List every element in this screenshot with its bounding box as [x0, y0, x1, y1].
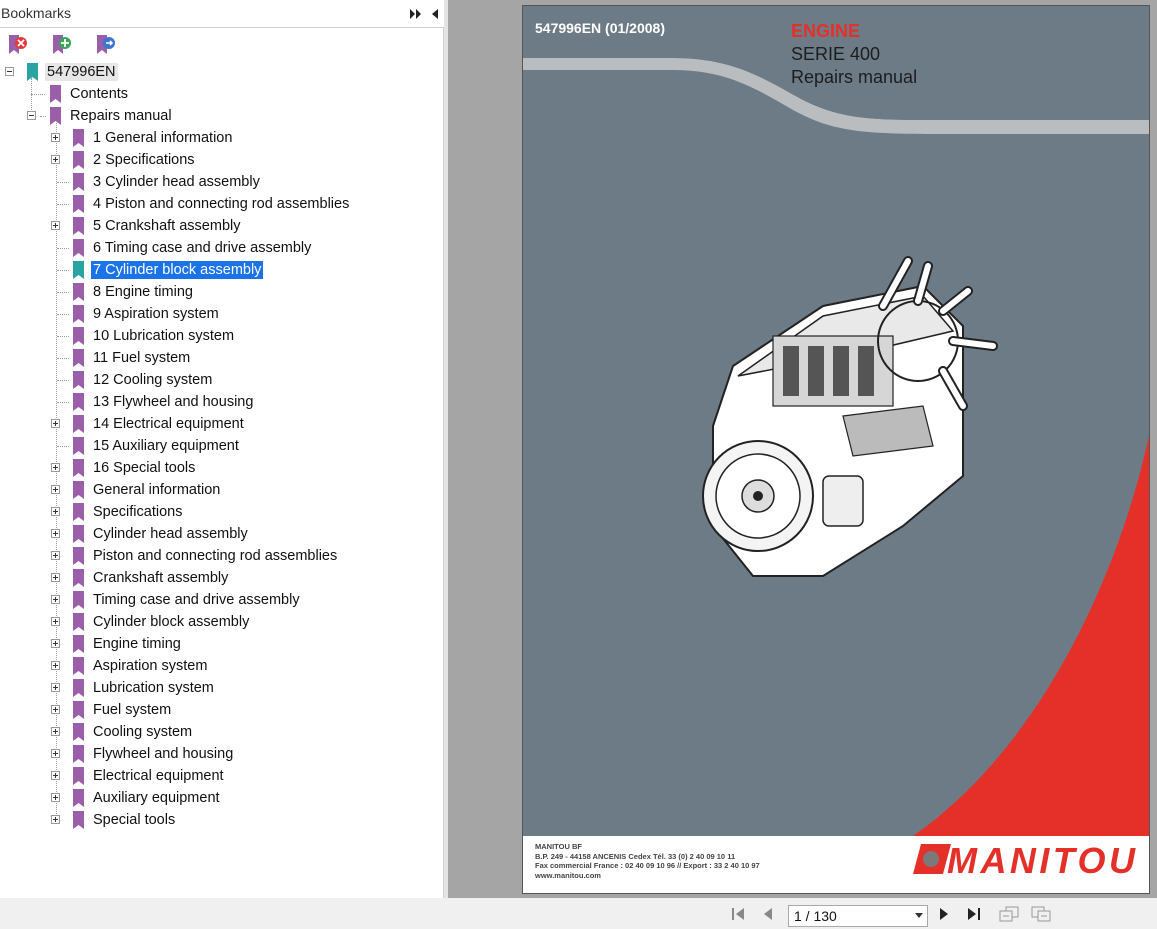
- expand-node-icon[interactable]: [51, 705, 60, 714]
- bookmark-label: Engine timing: [93, 636, 181, 652]
- bookmark-icon: [73, 349, 84, 367]
- bookmark-label: Flywheel and housing: [93, 746, 234, 762]
- tree-item[interactable]: [0, 435, 444, 457]
- bookmark-label: Timing case and drive assembly: [93, 592, 300, 608]
- tree-item[interactable]: [0, 347, 444, 369]
- next-page-icon[interactable]: [934, 905, 954, 923]
- logo-text: MANITOU: [947, 840, 1135, 878]
- bookmark-icon: [73, 789, 84, 807]
- tree-item[interactable]: [0, 699, 444, 721]
- tree-item[interactable]: [0, 721, 444, 743]
- expand-node-icon[interactable]: [51, 507, 60, 516]
- tree-item[interactable]: [0, 765, 444, 787]
- tree-item[interactable]: [0, 369, 444, 391]
- page-footer: [523, 836, 1150, 894]
- expand-node-icon[interactable]: [51, 595, 60, 604]
- expand-node-icon[interactable]: [51, 617, 60, 626]
- bookmark-label: Contents: [70, 86, 129, 102]
- tree-item[interactable]: [0, 281, 444, 303]
- bookmark-label: 4 Piston and connecting rod assemblies: [93, 196, 350, 212]
- page-number-field[interactable]: 1 / 130: [788, 905, 928, 927]
- footer-address-line: B.P. 249 - 44158 ANCENIS Cedex Tél. 33 (0) 2 40 09 10 11: [535, 851, 736, 861]
- tree-item[interactable]: [0, 303, 444, 325]
- last-page-icon[interactable]: [964, 905, 984, 923]
- bookmark-icon: [73, 811, 84, 829]
- bookmark-label: Cooling system: [93, 724, 193, 740]
- delete-bookmark-icon[interactable]: [6, 33, 28, 57]
- tree-item[interactable]: [0, 259, 444, 281]
- next-view-icon[interactable]: [1030, 905, 1052, 923]
- first-page-icon[interactable]: [729, 905, 749, 923]
- add-bookmark-icon[interactable]: [50, 33, 72, 57]
- tree-item[interactable]: [0, 523, 444, 545]
- bookmark-label: Special tools: [93, 812, 176, 828]
- bookmark-icon: [73, 371, 84, 389]
- footer-address: [535, 842, 760, 880]
- bookmark-icon: [73, 459, 84, 477]
- panel-header: [0, 0, 444, 28]
- bookmark-label: General information: [93, 482, 221, 498]
- bookmark-icon: [73, 635, 84, 653]
- bookmark-icon: [73, 701, 84, 719]
- cover-graphics: [523, 6, 1150, 894]
- bookmark-icon: [73, 393, 84, 411]
- tree-item[interactable]: [0, 787, 444, 809]
- bookmark-label: Repairs manual: [70, 108, 172, 124]
- bookmark-icon: [73, 723, 84, 741]
- bookmark-icon: [73, 173, 84, 191]
- bookmark-icon: [50, 107, 61, 125]
- bookmark-label: 15 Auxiliary equipment: [93, 438, 239, 454]
- bookmark-label: Lubrication system: [93, 680, 214, 696]
- bookmark-label: 9 Aspiration system: [93, 306, 219, 322]
- bookmark-label: Specifications: [93, 504, 183, 520]
- footer-web: www.manitou.com: [535, 870, 601, 880]
- tree-item[interactable]: [0, 677, 444, 699]
- tree-item[interactable]: [0, 127, 444, 149]
- tree-item[interactable]: [0, 237, 444, 259]
- bookmark-icon: [73, 217, 84, 235]
- bookmark-toolbar: [0, 30, 444, 60]
- tree-item-contents[interactable]: [0, 83, 444, 105]
- expand-node-icon[interactable]: [51, 771, 60, 780]
- bookmark-icon: [73, 481, 84, 499]
- tree-item[interactable]: [0, 589, 444, 611]
- expand-node-icon[interactable]: [51, 749, 60, 758]
- tree-item[interactable]: [0, 545, 444, 567]
- expand-panel-icon[interactable]: [409, 7, 423, 21]
- bookmark-icon: [73, 503, 84, 521]
- bookmark-icon: [73, 305, 84, 323]
- chevron-down-icon[interactable]: [915, 913, 923, 918]
- bookmark-icon: [73, 569, 84, 587]
- bookmark-label: 12 Cooling system: [93, 372, 213, 388]
- bookmark-label: Auxiliary equipment: [93, 790, 220, 806]
- previous-view-icon[interactable]: [998, 905, 1020, 923]
- expand-node-icon[interactable]: [51, 133, 60, 142]
- panel-title: Bookmarks: [1, 5, 72, 21]
- expand-node-icon[interactable]: [51, 463, 60, 472]
- expand-node-icon[interactable]: [51, 155, 60, 164]
- collapse-panel-icon[interactable]: [428, 7, 440, 21]
- navigation-bar: [0, 898, 1157, 929]
- bookmark-icon: [73, 437, 84, 455]
- document-subtitle: Repairs manual: [791, 67, 918, 87]
- bookmark-label: Cylinder head assembly: [93, 526, 248, 542]
- bookmark-icon: [27, 63, 38, 81]
- expand-node-icon[interactable]: [51, 551, 60, 560]
- tree-item[interactable]: [0, 193, 444, 215]
- bookmark-icon: [73, 151, 84, 169]
- tree-item[interactable]: [0, 633, 444, 655]
- bookmark-icon: [73, 745, 84, 763]
- bookmark-icon: [73, 195, 84, 213]
- expand-node-icon[interactable]: [51, 661, 60, 670]
- bookmark-label: 7 Cylinder block assembly: [93, 262, 262, 278]
- tree-item[interactable]: [0, 809, 444, 831]
- bookmark-icon: [73, 129, 84, 147]
- tree-item[interactable]: [0, 611, 444, 633]
- expand-node-icon[interactable]: [51, 485, 60, 494]
- tree-root[interactable]: [0, 61, 444, 83]
- bookmark-label: 10 Lubrication system: [93, 328, 235, 344]
- bookmark-icon: [73, 591, 84, 609]
- bookmark-icon: [73, 327, 84, 345]
- bookmark-label: 13 Flywheel and housing: [93, 394, 254, 410]
- bookmark-label: 11 Fuel system: [93, 350, 191, 366]
- bookmark-icon: [73, 283, 84, 301]
- bookmark-label: Aspiration system: [93, 658, 208, 674]
- bookmark-label: 8 Engine timing: [93, 284, 193, 300]
- bookmark-label: Fuel system: [93, 702, 172, 718]
- expand-node-icon[interactable]: [51, 683, 60, 692]
- bookmark-label: 5 Crankshaft assembly: [93, 218, 241, 234]
- tree-item[interactable]: [0, 567, 444, 589]
- bookmark-icon: [50, 85, 61, 103]
- bookmarks-panel: [0, 0, 444, 898]
- bookmark-label: 16 Special tools: [93, 460, 196, 476]
- expand-node-icon[interactable]: [51, 529, 60, 538]
- previous-page-icon[interactable]: [759, 905, 779, 923]
- expand-node-icon[interactable]: [51, 727, 60, 736]
- footer-fax: Fax commercial France : 02 40 09 10 96 // Export : 33 2 40 10 97: [535, 861, 760, 870]
- expand-node-icon[interactable]: [51, 793, 60, 802]
- expand-node-icon[interactable]: [51, 221, 60, 230]
- tree-item-repairs-manual[interactable]: [0, 105, 444, 127]
- collapse-node-icon[interactable]: [27, 111, 36, 120]
- tree-item[interactable]: [0, 655, 444, 677]
- bookmark-label: 3 Cylinder head assembly: [93, 174, 260, 190]
- bookmark-icon: [73, 657, 84, 675]
- bookmark-icon: [73, 415, 84, 433]
- tree-item[interactable]: [0, 479, 444, 501]
- tree-item[interactable]: [0, 325, 444, 347]
- document-series: SERIE 400: [791, 44, 881, 64]
- bookmark-icon: [73, 547, 84, 565]
- tree-item[interactable]: [0, 171, 444, 193]
- expand-node-icon[interactable]: [51, 573, 60, 582]
- document-title: ENGINE: [791, 21, 861, 41]
- tree-item[interactable]: [0, 391, 444, 413]
- bookmark-label: 2 Specifications: [93, 152, 195, 168]
- tree-item[interactable]: [0, 413, 444, 435]
- bookmark-properties-icon[interactable]: [94, 33, 116, 57]
- bookmark-label: 1 General information: [93, 130, 233, 146]
- tree-item[interactable]: [0, 215, 444, 237]
- bookmark-icon: [73, 261, 84, 279]
- footer-company: MANITOU BF: [535, 842, 582, 851]
- bookmark-icon: [73, 613, 84, 631]
- bookmark-label: Electrical equipment: [93, 768, 224, 784]
- tree-item[interactable]: [0, 149, 444, 171]
- bookmark-label: Piston and connecting rod assemblies: [93, 548, 338, 564]
- document-page: [522, 5, 1150, 894]
- collapse-node-icon[interactable]: [5, 67, 14, 76]
- expand-node-icon[interactable]: [51, 815, 60, 824]
- bookmark-icon: [73, 239, 84, 257]
- tree-item[interactable]: [0, 743, 444, 765]
- engine-illustration: [703, 261, 993, 576]
- bookmark-icon: [73, 679, 84, 697]
- bookmark-label: 547996EN: [47, 64, 116, 80]
- tree-item[interactable]: [0, 501, 444, 523]
- bookmark-label: Crankshaft assembly: [93, 570, 229, 586]
- tree-item[interactable]: [0, 457, 444, 479]
- bookmark-icon: [73, 767, 84, 785]
- bookmark-label: Cylinder block assembly: [93, 614, 250, 630]
- expand-node-icon[interactable]: [51, 639, 60, 648]
- bookmark-label: 6 Timing case and drive assembly: [93, 240, 312, 256]
- expand-node-icon[interactable]: [51, 419, 60, 428]
- bookmark-label: 14 Electrical equipment: [93, 416, 244, 432]
- document-code: 547996EN (01/2008): [535, 20, 665, 36]
- bookmark-icon: [73, 525, 84, 543]
- manitou-logo: [911, 840, 1139, 878]
